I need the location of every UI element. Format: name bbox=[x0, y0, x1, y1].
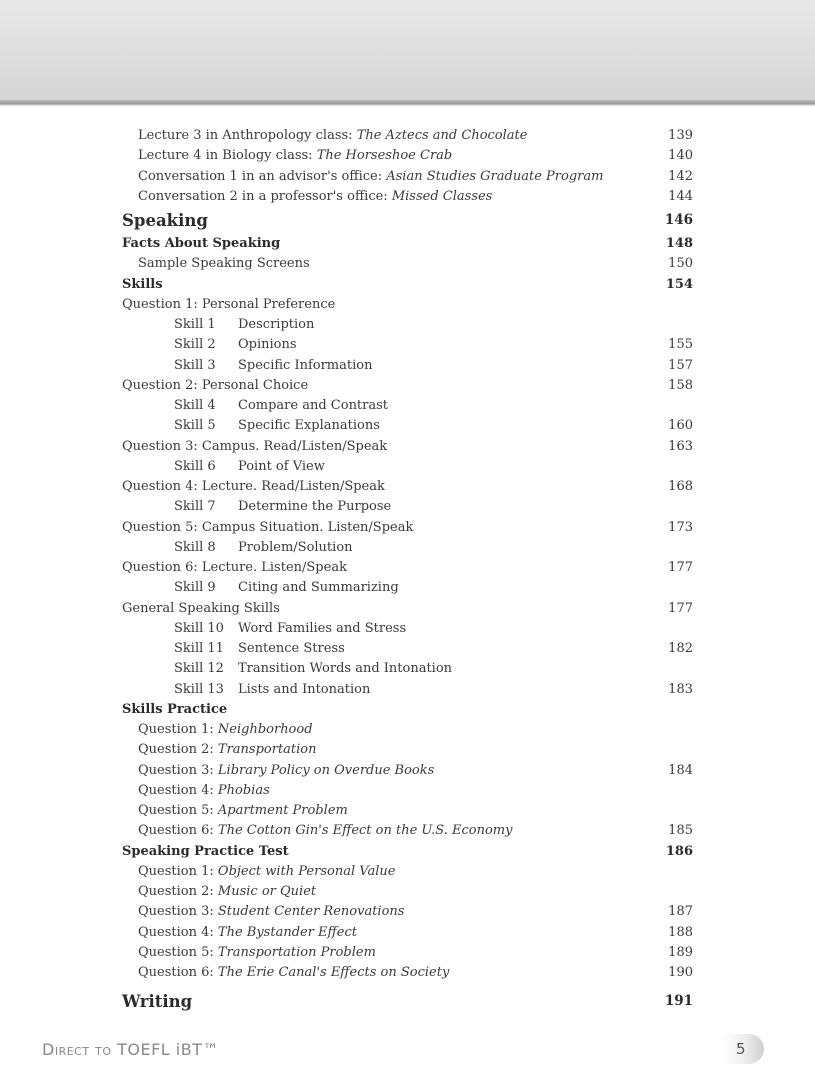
skill-number: Skill 4 bbox=[174, 398, 216, 413]
skill-name: Specific Explanations bbox=[238, 418, 380, 434]
skill-number: Skill 10 bbox=[174, 620, 224, 636]
page-number: 155 bbox=[668, 337, 693, 353]
page-number: 188 bbox=[668, 924, 693, 940]
toc-skill bbox=[0, 578, 815, 598]
toc-entry bbox=[0, 862, 815, 882]
toc-entry bbox=[0, 126, 815, 146]
skill-number: Skill 1 bbox=[174, 317, 216, 332]
entry-title: The Bystander Effect bbox=[217, 924, 357, 940]
page-number: 148 bbox=[665, 236, 693, 251]
skill-name: Compare and Contrast bbox=[238, 398, 389, 413]
toc-question bbox=[0, 295, 815, 315]
toc-entry bbox=[0, 801, 815, 821]
skill-name: Description bbox=[238, 317, 315, 332]
section-title: Writing bbox=[122, 992, 193, 1012]
skill-number: Skill 2 bbox=[174, 337, 216, 353]
skill-name: Transition Words and Intonation bbox=[238, 661, 453, 677]
entry-title: The Erie Canal's Effects on Society bbox=[217, 965, 450, 980]
toc-subheading bbox=[0, 842, 815, 862]
page-number: 154 bbox=[665, 276, 693, 292]
page-number: 144 bbox=[668, 188, 693, 204]
entry-title: Phobias bbox=[217, 782, 270, 798]
entry-prefix: Question 2: bbox=[138, 884, 218, 899]
entry-prefix: Question 1: bbox=[138, 863, 218, 879]
toc-entry bbox=[0, 882, 815, 902]
question-title: Question 4: Lecture. Read/Listen/Speak bbox=[122, 479, 385, 494]
toc-entry bbox=[0, 740, 815, 760]
page-number: 184 bbox=[668, 762, 693, 778]
question-title: Question 6: Lecture. Listen/Speak bbox=[122, 560, 347, 575]
skill-number: Skill 8 bbox=[174, 539, 216, 555]
entry-prefix: Question 2: bbox=[138, 742, 218, 758]
toc-skill bbox=[0, 680, 815, 700]
entry-prefix: Question 4: bbox=[138, 782, 218, 798]
skill-name: Word Families and Stress bbox=[238, 620, 407, 636]
skill-name: Opinions bbox=[238, 337, 297, 353]
page-number: 191 bbox=[664, 993, 693, 1010]
toc-skill bbox=[0, 619, 815, 639]
toc-entry bbox=[0, 943, 815, 963]
entry-prefix: Question 6: bbox=[138, 965, 218, 980]
page-number: 185 bbox=[668, 823, 693, 839]
entry-title: The Horseshoe Crab bbox=[316, 148, 453, 164]
skill-name: Citing and Summarizing bbox=[238, 580, 399, 596]
toc-question bbox=[0, 518, 815, 538]
page-number: 168 bbox=[668, 479, 693, 494]
toc-subheading bbox=[0, 700, 815, 720]
toc-skill bbox=[0, 356, 815, 376]
entry-prefix: Conversation 1 in an advisor's office: bbox=[138, 168, 387, 184]
subheading-title: Speaking Practice Test bbox=[122, 843, 289, 859]
toc-entry bbox=[0, 167, 815, 187]
skill-number: Skill 13 bbox=[174, 681, 224, 697]
entry-prefix: Question 4: bbox=[138, 924, 218, 940]
skill-number: Skill 3 bbox=[174, 357, 216, 373]
toc-entry bbox=[0, 781, 815, 801]
toc-subheading bbox=[0, 234, 815, 254]
entry-prefix: Lecture 3 in Anthropology class: bbox=[138, 128, 357, 143]
section-heading-speaking bbox=[0, 207, 815, 234]
toc-question bbox=[0, 558, 815, 578]
subheading-title: Skills bbox=[122, 276, 163, 292]
entry-prefix: Conversation 2 in a professor's office: bbox=[138, 188, 392, 204]
page-number: 190 bbox=[668, 965, 693, 980]
toc-entry bbox=[0, 720, 815, 740]
table-of-contents bbox=[0, 126, 815, 1015]
skill-number: Skill 6 bbox=[174, 458, 216, 474]
page-number: 187 bbox=[668, 904, 693, 920]
entry-title: The Cotton Gin's Effect on the U.S. Economy bbox=[217, 823, 513, 839]
subheading-title: Skills Practice bbox=[122, 701, 228, 717]
entry-title: Student Center Renovations bbox=[217, 904, 405, 920]
page-top-shadow bbox=[0, 0, 815, 103]
subheading-title: Facts About Speaking bbox=[122, 236, 281, 251]
entry-title: Missed Classes bbox=[391, 188, 493, 204]
footer-product: TOEFL iBT™ bbox=[117, 1040, 219, 1059]
toc-question bbox=[0, 599, 815, 619]
page-edge bbox=[0, 100, 815, 106]
page-number: 158 bbox=[668, 377, 693, 393]
page-number: 177 bbox=[668, 560, 693, 575]
entry-prefix: Question 3: bbox=[138, 904, 218, 920]
skill-name: Point of View bbox=[238, 458, 325, 474]
entry-prefix: Question 1: bbox=[138, 722, 218, 737]
page-number: 139 bbox=[668, 128, 693, 143]
skill-name: Sentence Stress bbox=[238, 641, 345, 656]
entry-title: Sample Speaking Screens bbox=[138, 256, 310, 272]
question-title: Question 3: Campus. Read/Listen/Speak bbox=[122, 438, 388, 454]
toc-question bbox=[0, 437, 815, 457]
toc-skill bbox=[0, 457, 815, 477]
toc-skill bbox=[0, 497, 815, 517]
page-number: 157 bbox=[668, 357, 693, 373]
toc-entry bbox=[0, 761, 815, 781]
skill-name: Lists and Intonation bbox=[238, 681, 371, 697]
page-number: 140 bbox=[668, 148, 693, 164]
toc-question bbox=[0, 376, 815, 396]
page-number: 142 bbox=[668, 168, 693, 184]
skill-name: Specific Information bbox=[238, 357, 373, 373]
section-heading-writing bbox=[0, 988, 815, 1015]
skill-number: Skill 12 bbox=[174, 661, 224, 677]
toc-entry bbox=[0, 187, 815, 207]
skill-name: Problem/Solution bbox=[238, 539, 353, 555]
question-title: Question 1: Personal Preference bbox=[122, 296, 336, 312]
entry-prefix: Lecture 4 in Biology class: bbox=[138, 148, 317, 164]
toc-skill bbox=[0, 396, 815, 416]
folio-page-number: 5 bbox=[722, 1034, 764, 1064]
entry-title: The Aztecs and Chocolate bbox=[356, 128, 528, 143]
skill-number: Skill 11 bbox=[174, 641, 224, 656]
entry-prefix: Question 6: bbox=[138, 823, 218, 839]
toc-question bbox=[0, 477, 815, 497]
running-footer bbox=[42, 1040, 219, 1059]
skill-name: Determine the Purpose bbox=[238, 499, 392, 515]
page-number: 186 bbox=[665, 843, 693, 859]
entry-title: Transportation bbox=[217, 742, 317, 758]
entry-title: Neighborhood bbox=[217, 722, 313, 737]
entry-title: Apartment Problem bbox=[217, 803, 348, 818]
toc-entry bbox=[0, 254, 815, 274]
entry-title: Asian Studies Graduate Program bbox=[386, 168, 604, 184]
toc-entry bbox=[0, 923, 815, 943]
toc-entry bbox=[0, 146, 815, 166]
footer-direct: Direct to bbox=[42, 1040, 112, 1059]
entry-prefix: Question 5: bbox=[138, 944, 218, 960]
page-number: 177 bbox=[668, 600, 693, 616]
toc-skill bbox=[0, 659, 815, 679]
entry-title: Object with Personal Value bbox=[217, 863, 396, 879]
entry-title: Music or Quiet bbox=[217, 884, 317, 899]
page-number: 160 bbox=[668, 418, 693, 434]
toc-skill bbox=[0, 538, 815, 558]
skill-number: Skill 5 bbox=[174, 418, 216, 434]
toc-entry bbox=[0, 902, 815, 922]
skill-number: Skill 7 bbox=[174, 499, 216, 515]
toc-skill bbox=[0, 416, 815, 436]
page-number: 146 bbox=[664, 212, 693, 228]
page-number: 183 bbox=[668, 681, 693, 697]
entry-title: Library Policy on Overdue Books bbox=[217, 762, 435, 778]
question-title: Question 2: Personal Choice bbox=[122, 377, 309, 393]
entry-prefix: Question 3: bbox=[138, 762, 218, 778]
toc-entry bbox=[0, 963, 815, 983]
toc-entry bbox=[0, 821, 815, 841]
entry-prefix: Question 5: bbox=[138, 803, 218, 818]
page-number: 182 bbox=[668, 641, 693, 656]
page-number: 150 bbox=[668, 256, 693, 272]
entry-title: Transportation Problem bbox=[217, 944, 376, 960]
page-number: 173 bbox=[668, 519, 693, 535]
section-title: Speaking bbox=[122, 211, 208, 230]
question-title: General Speaking Skills bbox=[122, 600, 280, 616]
question-title: Question 5: Campus Situation. Listen/Speak bbox=[122, 519, 414, 535]
page-number: 163 bbox=[668, 438, 693, 454]
page-number: 189 bbox=[668, 944, 693, 960]
toc-skill bbox=[0, 315, 815, 335]
toc-skill bbox=[0, 639, 815, 659]
skill-number: Skill 9 bbox=[174, 580, 216, 596]
toc-subheading bbox=[0, 275, 815, 295]
toc-skill bbox=[0, 335, 815, 355]
